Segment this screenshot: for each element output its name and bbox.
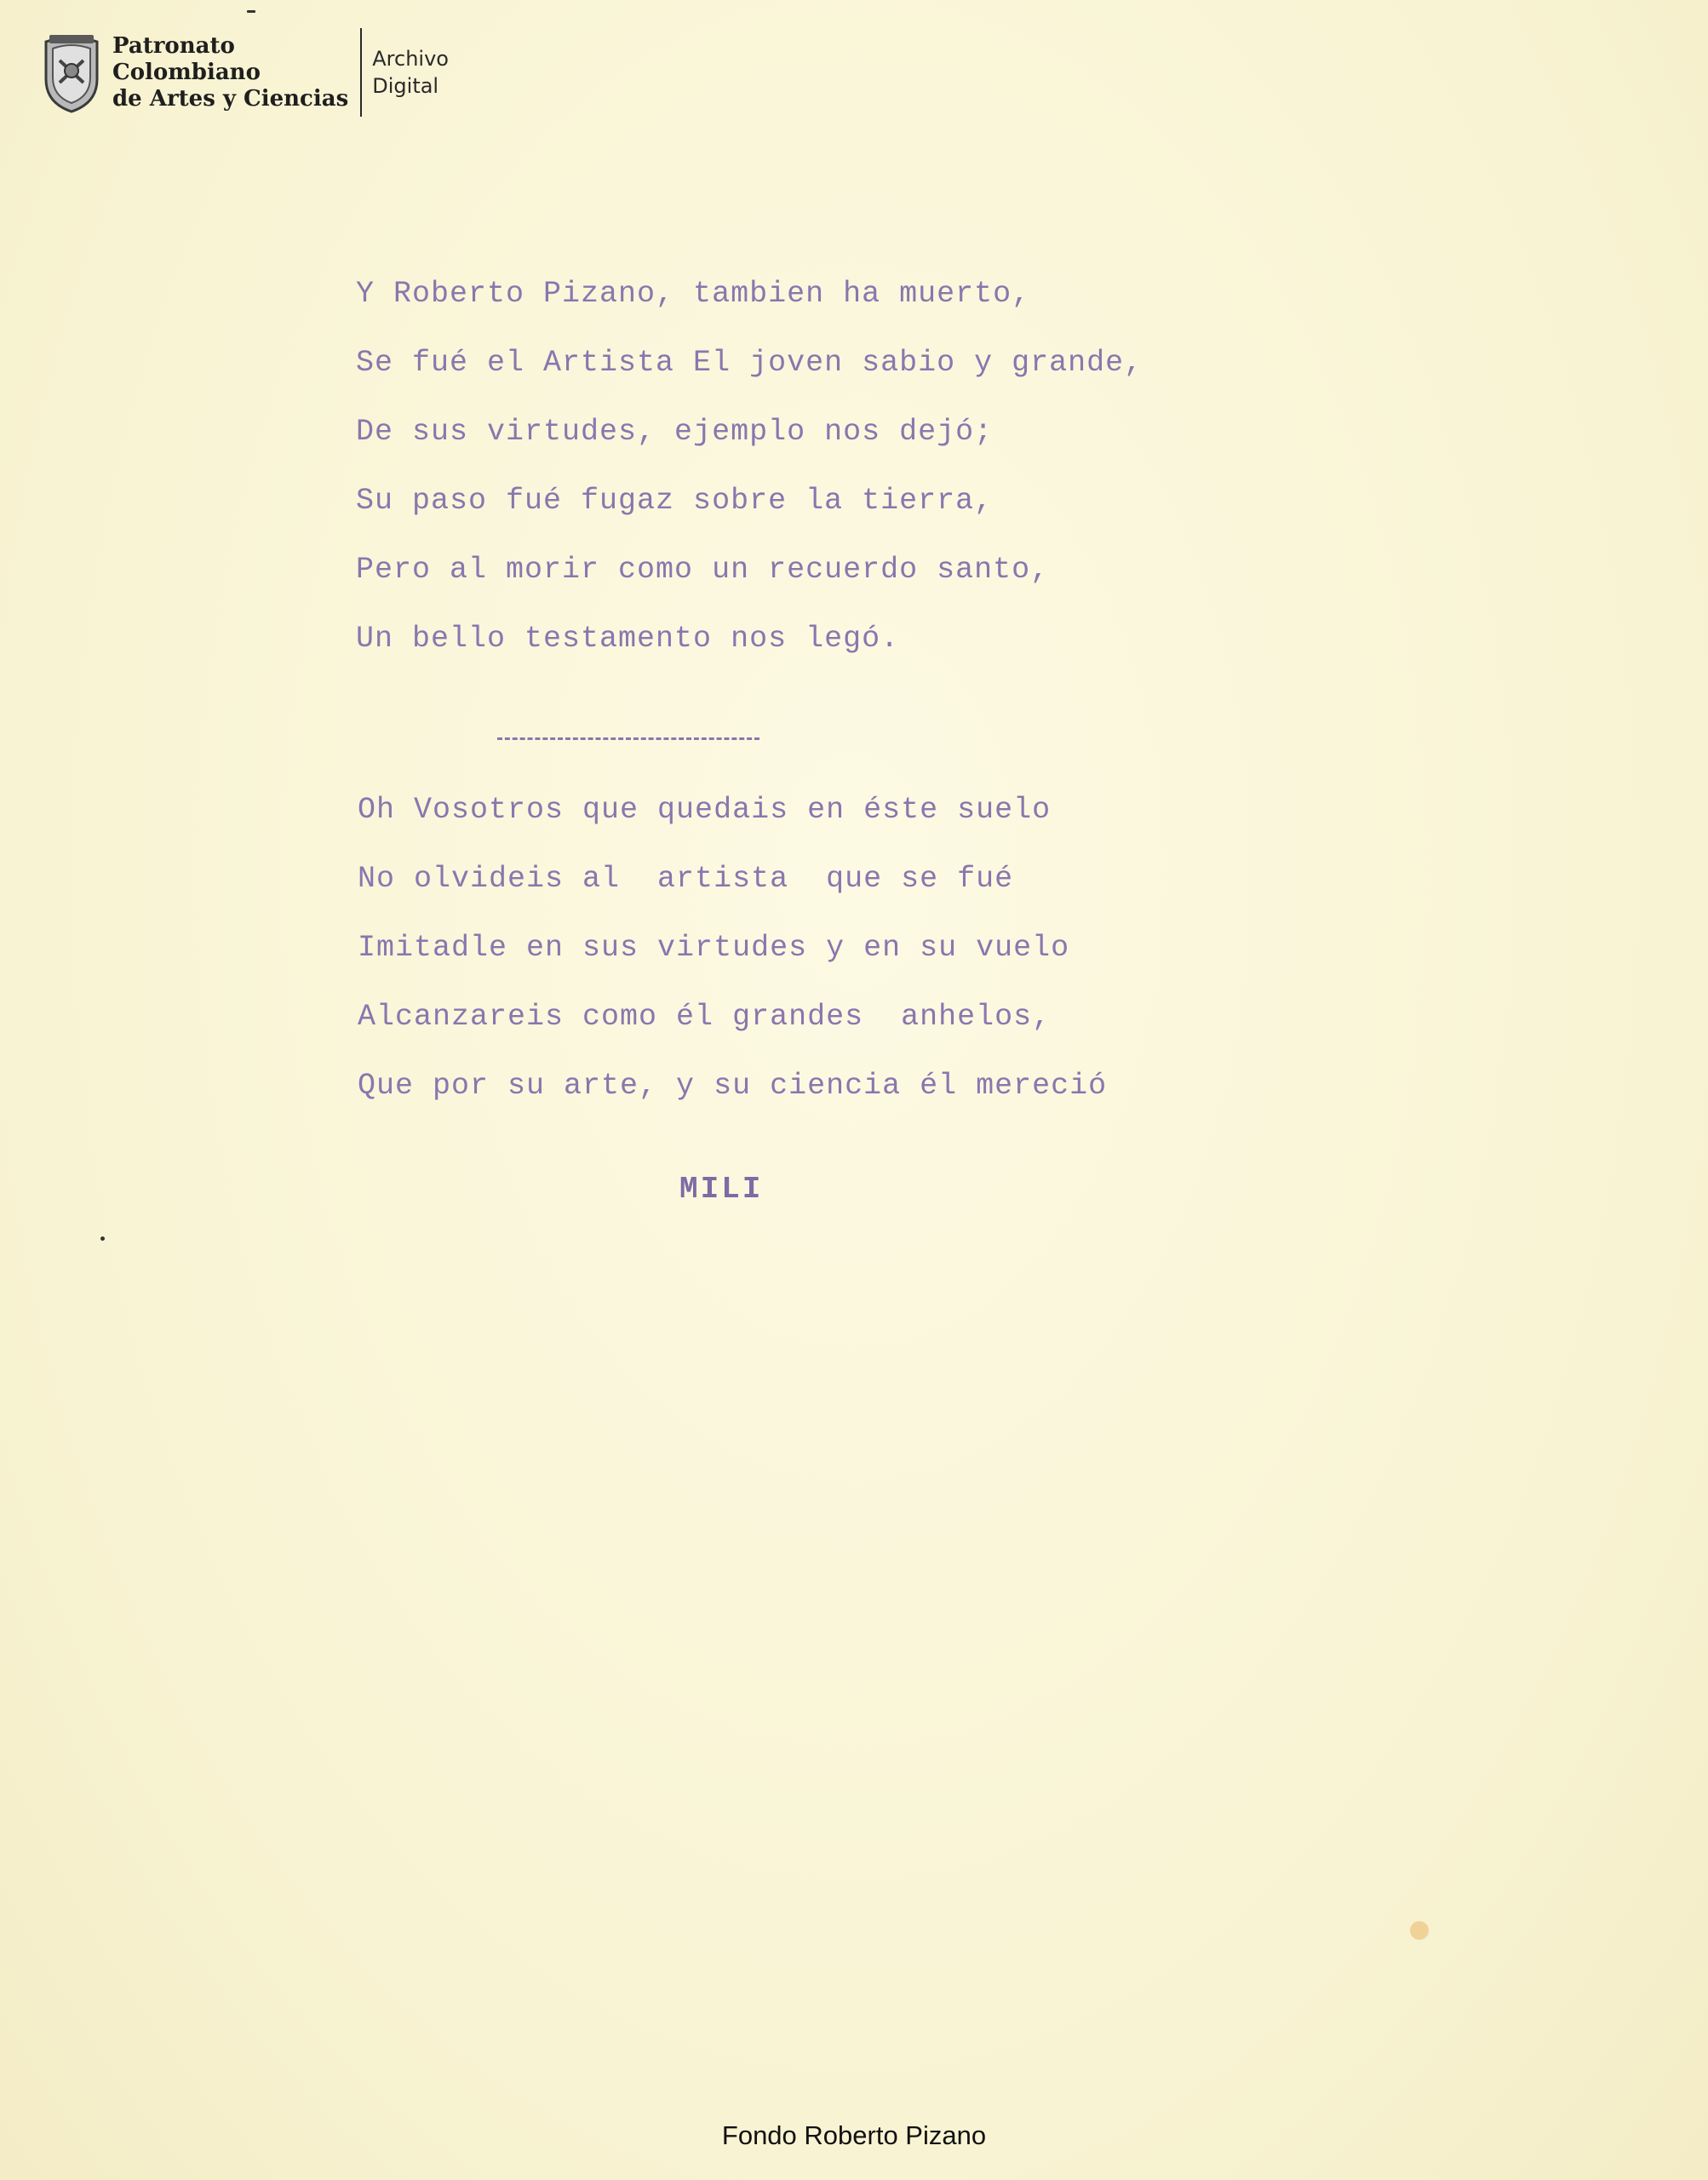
paper-speck (247, 10, 255, 13)
poem-line: Alcanzareis como él grandes anhelos, (358, 1000, 1052, 1034)
archive-header (37, 26, 449, 119)
poem-line: Que por su arte, y su ciencia él mereció (358, 1069, 1108, 1103)
org-name-line: Colombiano (112, 59, 261, 85)
org-name-line: Patronato (112, 32, 235, 59)
poem-line: No olvideis al artista que se fué (358, 862, 1014, 896)
poem-line: Su paso fué fugaz sobre la tierra, (356, 484, 994, 518)
poem-stanza-1 (356, 271, 1143, 685)
poem-line: Oh Vosotros que quedais en éste suelo (358, 793, 1052, 827)
poem-signature: MILI (679, 1172, 764, 1207)
org-name (112, 33, 348, 112)
paper-stain (1410, 1921, 1429, 1940)
patronato-logo-icon (37, 30, 106, 115)
archive-label-line: Archivo (372, 47, 449, 71)
poem-line: Y Roberto Pizano, tambien ha muerto, (356, 277, 1031, 311)
archive-label (372, 45, 449, 100)
poem-line: Pero al morir como un recuerdo santo, (356, 553, 1050, 587)
poem-line: De sus virtudes, ejemplo nos dejó; (356, 415, 994, 449)
poem-line: Imitadle en sus virtudes y en su vuelo (358, 931, 1070, 965)
archive-label-line: Digital (372, 74, 439, 98)
footer-label: Fondo Roberto Pizano (721, 2120, 987, 2150)
poem-line: Un bello testamento nos legó. (356, 622, 900, 656)
stanza-separator (497, 737, 759, 740)
poem-line: Se fué el Artista El joven sabio y grande, (356, 346, 1143, 380)
org-name-line: de Artes y Ciencias (112, 85, 349, 112)
paper-speck (100, 1236, 105, 1241)
poem-stanza-2 (358, 787, 1107, 1132)
header-divider (360, 28, 362, 117)
